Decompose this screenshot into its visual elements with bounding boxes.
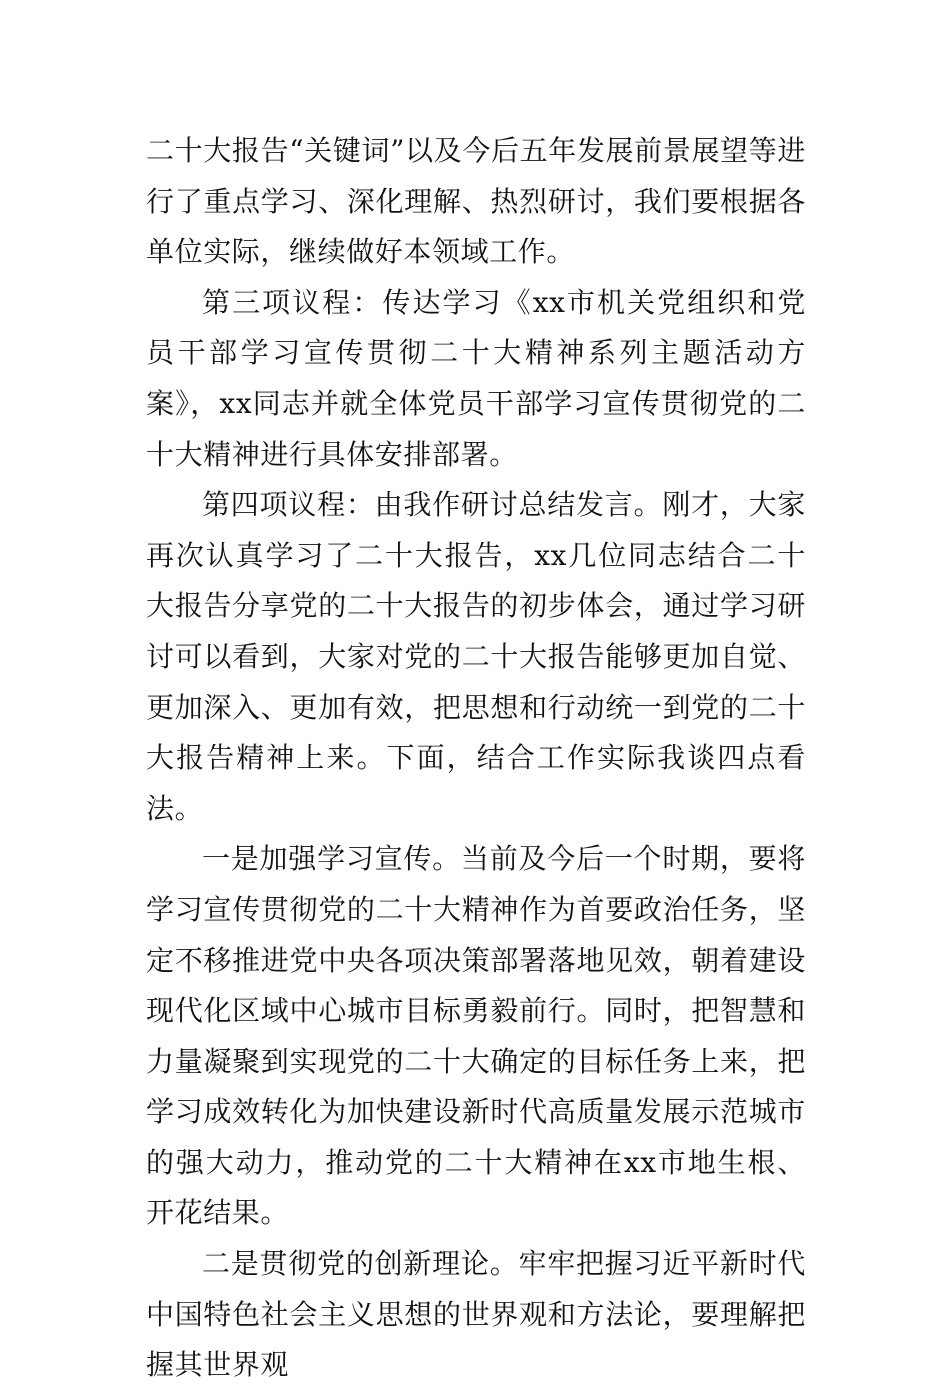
- paragraph-continuation: 二十大报告“关键词”以及今后五年发展前景展望等进行了重点学习、深化理解、热烈研讨，我们要根据各单位实际，继续做好本领域工作。: [146, 134, 806, 269]
- paragraph-agenda-item-three: 第三项议程：传达学习《xx市机关党组织和党员干部学习宣传贯彻二十大精神系列主题活动方案》，xx同志并就全体党员干部学习宣传贯彻党的二十大精神进行具体安排部署。: [146, 285, 806, 471]
- paragraph-point-two: 二是贯彻党的创新理论。牢牢把握习近平新时代中国特色社会主义思想的世界观和方法论，要理解把握其世界观: [146, 1247, 806, 1382]
- document-body: [146, 126, 806, 1391]
- paragraph-point-one: 一是加强学习宣传。当前及今后一个时期，要将学习宣传贯彻党的二十大精神作为首要政治任务，坚定不移推进党中央各项决策部署落地见效，朝着建设现代化区域中心城市目标勇毅前行。同时，把智慧和力量凝聚到实现党的二十大确定的目标任务上来，把学习成效转化为加快建设新时代高质量发展示范城市的强大动力，推动党的二十大精神在xx市地生根、开花结果。: [146, 842, 806, 1230]
- paragraph-agenda-item-four: 第四项议程：由我作研讨总结发言。刚才，大家再次认真学习了二十大报告，xx几位同志结合二十大报告分享党的二十大报告的初步体会，通过学习研讨可以看到，大家对党的二十大报告能够更加自觉、更加深入、更加有效，把思想和行动统一到党的二十大报告精神上来。下面，结合工作实际我谈四点看法。: [146, 488, 806, 825]
